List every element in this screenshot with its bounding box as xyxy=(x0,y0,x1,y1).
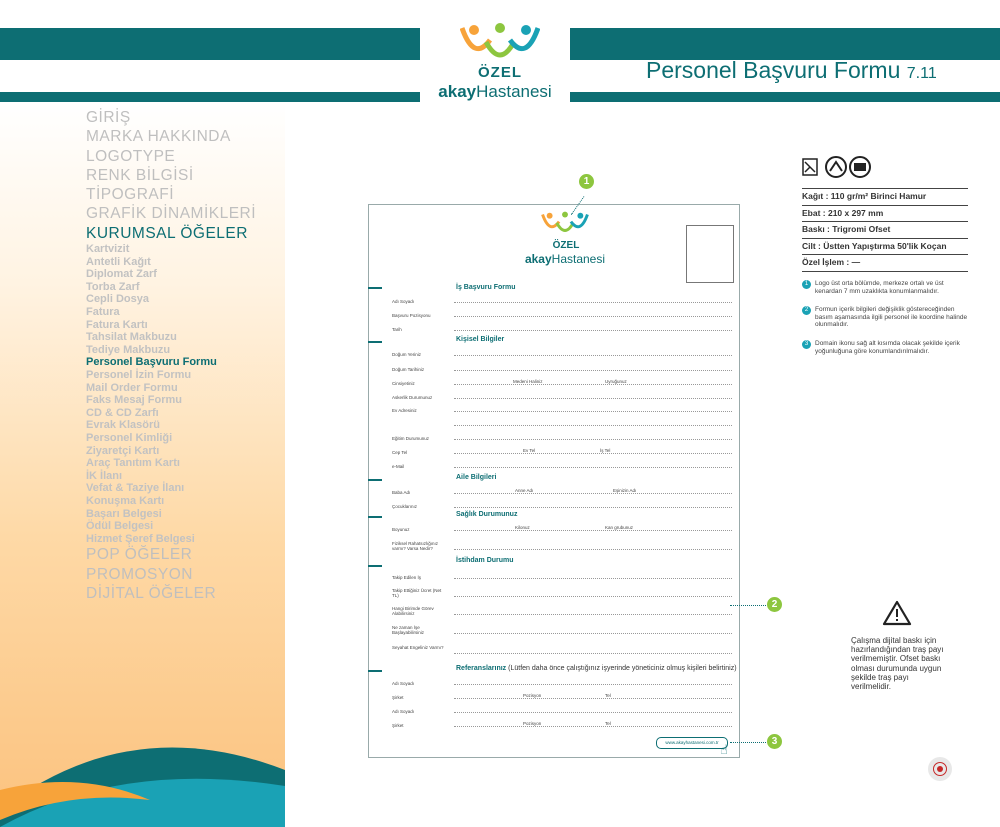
nav-item[interactable]: Personel Başvuru Formu xyxy=(86,356,217,369)
nav-item[interactable]: Personel İzin Formu xyxy=(86,369,192,382)
label-takip-is: Takip Edilen İş xyxy=(392,575,422,580)
section-is-basvuru: İş Başvuru Formu xyxy=(456,284,516,291)
nav-item[interactable]: GİRİŞ xyxy=(86,109,131,126)
field-takip-is xyxy=(454,578,732,579)
label-dogum-yeri: Doğum Yeriniz xyxy=(392,352,422,357)
label-takip-ucret: Takip Ettiğiniz Ücret (Net TL) xyxy=(392,588,442,598)
field-ad-soyad xyxy=(454,302,732,303)
page-title: Personel Başvuru Formu 7.11 xyxy=(646,57,937,83)
field-ev-adresi-2 xyxy=(454,425,732,426)
form-logo-icon xyxy=(541,211,589,237)
nav-item[interactable]: Başarı Belgesi xyxy=(86,507,162,520)
spec-note-2: 2 Formun içerik bilgileri değişiklik göstereceğinden basım aşamasında ilgili personel ile koordine halinde olunmalıdır. xyxy=(802,306,972,329)
nav-item[interactable]: Kartvizit xyxy=(86,243,130,256)
label-ref1-ad: Adı Soyadı xyxy=(392,681,415,686)
label-tarih: Tarih xyxy=(392,327,402,332)
label-email: e-Mail xyxy=(392,464,405,469)
section-marker xyxy=(368,670,382,672)
label-askerlik: Askerlik Durumunuz xyxy=(392,395,433,400)
photo-placeholder xyxy=(686,225,734,283)
section-aile: Aile Bilgileri xyxy=(456,474,497,481)
nav-item[interactable]: Faks Mesaj Formu xyxy=(86,394,182,407)
label-boyunuz: Boyunuz xyxy=(392,527,410,532)
section-istihdam: İstihdam Durumu xyxy=(456,557,514,564)
label-baba-adi: Baba Adı xyxy=(392,490,411,495)
field-ref2-sirket: Pozisyon Tel xyxy=(454,726,732,727)
nav-item[interactable]: GRAFİK DİNAMİKLERİ xyxy=(86,205,257,223)
nav-item[interactable]: Fatura Kartı xyxy=(86,318,148,331)
section-marker xyxy=(368,341,382,343)
nav-item[interactable]: Antetli Kağıt xyxy=(86,255,151,268)
target-icon[interactable] xyxy=(928,757,952,781)
nav-item[interactable]: Cepli Dosya xyxy=(86,293,149,306)
field-tarih xyxy=(454,330,732,331)
nav-item[interactable]: Ödül Belgesi xyxy=(86,520,154,533)
label-cocuklariniz: Çocuklarınız xyxy=(392,504,418,509)
spec-row: Cilt : Üstten Yapıştırma 50'lik Koçan xyxy=(802,239,968,256)
callout-2-leader xyxy=(730,605,766,606)
section-referans: Referanslarınız (Lütfen daha önce çalıştığınız işyerinde yöneticiniz olmuş kişileri belirtiniz) xyxy=(456,665,737,672)
section-marker xyxy=(368,479,382,481)
field-ref1-sirket: Pozisyon Tel xyxy=(454,698,732,699)
nav-item[interactable]: Araç Tanıtım Kartı xyxy=(86,457,180,470)
nav-item[interactable]: Ziyaretçi Kartı xyxy=(86,444,160,457)
nav-item[interactable]: KURUMSAL ÖĞELER xyxy=(86,224,248,242)
spec-note-3: 3 Domain ikonu sağ alt kısımda olacak şekilde içerik yoğunluğuna göre konumlandırılmalıdır. xyxy=(802,340,972,355)
label-egitim: Eğitim Durumunuz xyxy=(392,436,430,441)
nav-item[interactable]: İK İlanı xyxy=(86,469,123,482)
nav-item[interactable]: Torba Zarf xyxy=(86,280,140,293)
label-ref1-sirket: Şirket xyxy=(392,695,404,700)
form-logo-wordmark: akayHastanesi xyxy=(524,252,606,266)
field-ev-adresi xyxy=(454,411,732,412)
nav-item[interactable]: Tahsilat Makbuzu xyxy=(86,331,177,344)
nav-item[interactable]: Diplomat Zarf xyxy=(86,268,157,281)
nav-item[interactable]: POP ÖĞELER xyxy=(86,546,193,564)
spec-note-1: 1 Logo üst orta bölümde, merkeze ortalı ve üst kenardan 7 mm uzaklıkta konumlanmalıdır. xyxy=(802,280,972,295)
field-hangi-birim xyxy=(454,614,732,615)
spec-row: Ebat : 210 x 297 mm xyxy=(802,206,968,223)
nav-item[interactable]: Personel Kimliği xyxy=(86,431,173,444)
label-ne-zaman: Ne zaman İşe Başlayabilirsiniz xyxy=(392,625,425,635)
label-fiziksel: Fiziksel Rahatsızlığınız varmı? Varsa Nedir? xyxy=(392,541,439,551)
nav-item[interactable]: Hizmet Şeref Belgesi xyxy=(86,532,195,545)
spec-row: Baskı : Trigromi Ofset xyxy=(802,222,968,239)
print-spec-icons xyxy=(802,155,882,179)
label-ref2-sirket: Şirket xyxy=(392,723,404,728)
nav-item[interactable]: Konuşma Kartı xyxy=(86,494,165,507)
nav-item[interactable]: LOGOTYPE xyxy=(86,147,176,165)
field-saglik: Kilonuz Kan grubunuz xyxy=(454,530,732,531)
field-ref2-ad xyxy=(454,712,732,713)
label-seyahat: Seyahat Engeliniz Varmı? xyxy=(392,645,444,650)
nav-item[interactable]: CD & CD Zarfı xyxy=(86,406,159,419)
warning-text: Çalışma dijital baskı için hazırlandığından traş payı verilmemiştir. Ofset baskı olması durumunda uygun şekilde traş payı verilmelidir. xyxy=(851,636,944,692)
label-cep-tel: Cep Tel xyxy=(392,450,408,455)
field-ne-zaman xyxy=(454,633,732,634)
field-askerlik xyxy=(454,398,732,399)
form-preview xyxy=(368,204,740,758)
field-dogum-yeri xyxy=(454,355,732,356)
field-cinsiyet: Medeni Haliniz Uyruğunuz xyxy=(454,384,732,385)
field-dogum-tarihi xyxy=(454,370,732,371)
field-basvuru-pozisyonu xyxy=(454,316,732,317)
field-egitim xyxy=(454,439,732,440)
print-spec-table xyxy=(802,188,968,272)
section-marker xyxy=(368,516,382,518)
label-ad-soyad: Adı Soyadı xyxy=(392,299,415,304)
nav-item[interactable]: Evrak Klasörü xyxy=(86,419,160,432)
nav-item[interactable]: RENK BİLGİSİ xyxy=(86,166,194,184)
section-saglik: Sağlık Durumunuz xyxy=(456,511,518,518)
field-cocuklariniz xyxy=(454,507,732,508)
form-url: www.akayhastanesi.com.tr xyxy=(656,737,728,749)
label-ref2-ad: Adı Soyadı xyxy=(392,709,415,714)
field-seyahat xyxy=(454,653,732,654)
section-marker xyxy=(368,565,382,567)
nav-item[interactable]: MARKA HAKKINDA xyxy=(86,128,231,146)
nav-item[interactable]: Fatura xyxy=(86,306,120,319)
field-takip-ucret xyxy=(454,596,732,597)
field-tel: Ev Tel İş Tel xyxy=(454,453,732,454)
field-fiziksel xyxy=(454,549,732,550)
field-email xyxy=(454,467,732,468)
sidebar-nav xyxy=(86,108,281,603)
warning-icon xyxy=(882,600,912,626)
logo-ozel-text: ÖZEL xyxy=(478,64,522,81)
section-kisisel: Kişisel Bilgiler xyxy=(456,336,505,343)
logo-figures-icon xyxy=(460,22,540,66)
callout-1: 1 xyxy=(579,174,594,189)
sidebar-swoosh xyxy=(0,730,285,827)
field-aile: Anne Adı Eşinizin Adı xyxy=(454,493,732,494)
nav-item[interactable]: Tediye Makbuzu xyxy=(86,343,171,356)
label-cinsiyet: Cinsiyetiniz xyxy=(392,381,415,386)
logo-wordmark: akayHastanesi xyxy=(438,82,552,101)
label-hangi-birim: Hangi Birimde Görev Alabilirsiniz xyxy=(392,606,434,616)
nav-item[interactable]: TİPOGRAFİ xyxy=(86,186,175,204)
callout-3: 3 xyxy=(767,734,782,749)
section-marker xyxy=(368,287,382,289)
nav-item[interactable]: PROMOSYON xyxy=(86,565,193,583)
nav-item[interactable]: Vefat & Taziye İlanı xyxy=(86,482,185,495)
hand-pointer-icon: ☝ xyxy=(720,742,728,757)
nav-item[interactable]: DİJİTAL ÖĞELER xyxy=(86,584,217,602)
form-logo-ozel: ÖZEL xyxy=(552,240,580,251)
label-dogum-tarihi: Doğum Tarihiniz xyxy=(392,367,425,372)
label-ev-adresi: Ev Adresiniz xyxy=(392,408,417,413)
callout-3-leader xyxy=(730,742,766,743)
spec-row: Özel İşlem : — xyxy=(802,255,968,272)
spec-row: Kağıt : 110 gr/m² Birinci Hamur xyxy=(802,188,968,206)
field-ref1-ad xyxy=(454,684,732,685)
label-basvuru-pozisyonu: Başvuru Pozisyonu xyxy=(392,313,431,318)
nav-item[interactable]: Mail Order Formu xyxy=(86,381,178,394)
callout-2: 2 xyxy=(767,597,782,612)
